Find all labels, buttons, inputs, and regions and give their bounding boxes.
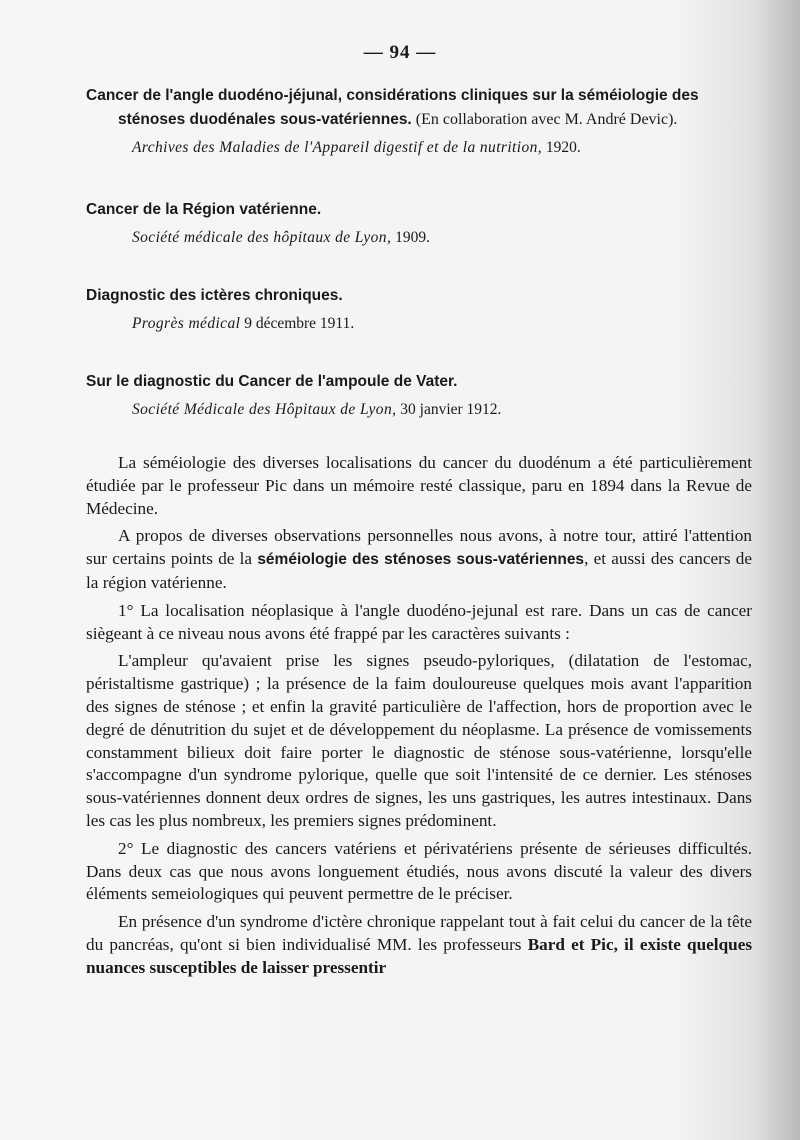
reference-journal: Société Médicale des Hôpitaux de Lyon, bbox=[132, 401, 397, 418]
reference-3 bbox=[86, 284, 756, 336]
paragraph-6-text-end: Bard et Pic, il existe quelques nuances susceptibles de laisser pressentir bbox=[86, 934, 753, 977]
paragraph-1: La séméiologie des diverses localisations du cancer du duodénum a été particulièrement étudiée par le professeur Pic dans un mémoire resté classique, paru en 1894 dans la Revue de Médecine. bbox=[86, 453, 752, 518]
paragraph-2 bbox=[86, 525, 752, 594]
reference-date: 30 janvier 1912. bbox=[396, 401, 502, 418]
reference-4 bbox=[86, 370, 756, 422]
reference-date: 1909. bbox=[391, 229, 430, 246]
reference-title-line2: sténoses duodénales sous-vatériennes. bbox=[118, 111, 412, 128]
reference-title-line1: Cancer de l'angle duodéno-jéjunal, considérations cliniques sur la séméiologie des bbox=[86, 87, 699, 104]
paragraph-3: 1° La localisation néoplasique à l'angle duodéno-jejunal est rare. Dans un cas de cancer siègeant à ce niveau nous avons été frappé par les caractères suivants : bbox=[86, 600, 752, 643]
reference-journal: Archives des Maladies de l'Appareil digestif et de la nutrition, bbox=[132, 139, 543, 156]
paragraph-5: 2° Le diagnostic des cancers vatériens et périvatériens présente de sérieuses difficultés. Dans deux cas que nous avons longuement étudiés, nous avons discuté la valeur des divers éléments semeiologiques qui peuvent permettre de le préciser. bbox=[86, 838, 752, 904]
reference-source bbox=[86, 312, 756, 336]
reference-title: Cancer de la Région vatérienne. bbox=[86, 201, 322, 218]
body-text bbox=[86, 452, 752, 985]
paragraph-4: L'ampleur qu'avaient prise les signes pseudo-pyloriques, (dilatation de l'estomac, péristaltisme gastrique) ; la présence de la faim douloureuse quelques mois avant l'apparition des signes de sténose ; et enfin la gravité particulière de l'affection, hors de proportion avec le degré de dénutrition du sujet et de développement du néoplasme. La présence de vomissements constamment bilieux doit faire porter le diagnostic de sténose sous-vatérienne, lorsqu'elle s'accompagne d'un syndrome pylorique, quelle que soit l'intensité de ce dernier. Les sténoses sous-vatériennes donnent deux ordres de signes, les uns gastriques, les autres intestinaux. Dans les cas les plus nombreux, les premiers signes prédominent. bbox=[86, 651, 752, 830]
reference-journal: Progrès médical bbox=[132, 315, 241, 332]
reference-title: Diagnostic des ictères chroniques. bbox=[86, 287, 343, 304]
paragraph-6-text: En présence d'un syndrome d'ictère chronique rappelant tout à fait celui du cancer de la tête du pancréas, qu'ont si bien individualisé MM. les professeurs bbox=[86, 912, 752, 954]
reference-journal: Société médicale des hôpitaux de Lyon, bbox=[132, 229, 392, 246]
reference-title: Sur le diagnostic du Cancer de l'ampoule de Vater. bbox=[86, 373, 458, 390]
reference-title bbox=[86, 84, 756, 132]
reference-1 bbox=[86, 84, 756, 160]
reference-source bbox=[86, 136, 756, 160]
reference-collaboration: (En collaboration avec M. André Devic). bbox=[411, 111, 678, 128]
reference-source bbox=[86, 226, 756, 250]
reference-date: 9 décembre 1911. bbox=[240, 315, 355, 332]
paragraph-2-text-end: , et aussi des cancers de la région vatérienne. bbox=[86, 549, 752, 592]
paragraph-2-emphasis: séméiologie des sténoses sous-vatériennes bbox=[257, 551, 585, 569]
reference-date: 1920. bbox=[542, 139, 581, 156]
reference-2 bbox=[86, 198, 756, 250]
paragraph-6 bbox=[86, 911, 752, 979]
paragraph-2-text: A propos de diverses observations personnelles nous avons, à notre tour, attiré l'attention sur certains points de la bbox=[86, 526, 752, 569]
reference-title-continuation bbox=[86, 108, 756, 132]
page-number: — 94 — bbox=[363, 42, 437, 63]
reference-source bbox=[86, 398, 756, 422]
